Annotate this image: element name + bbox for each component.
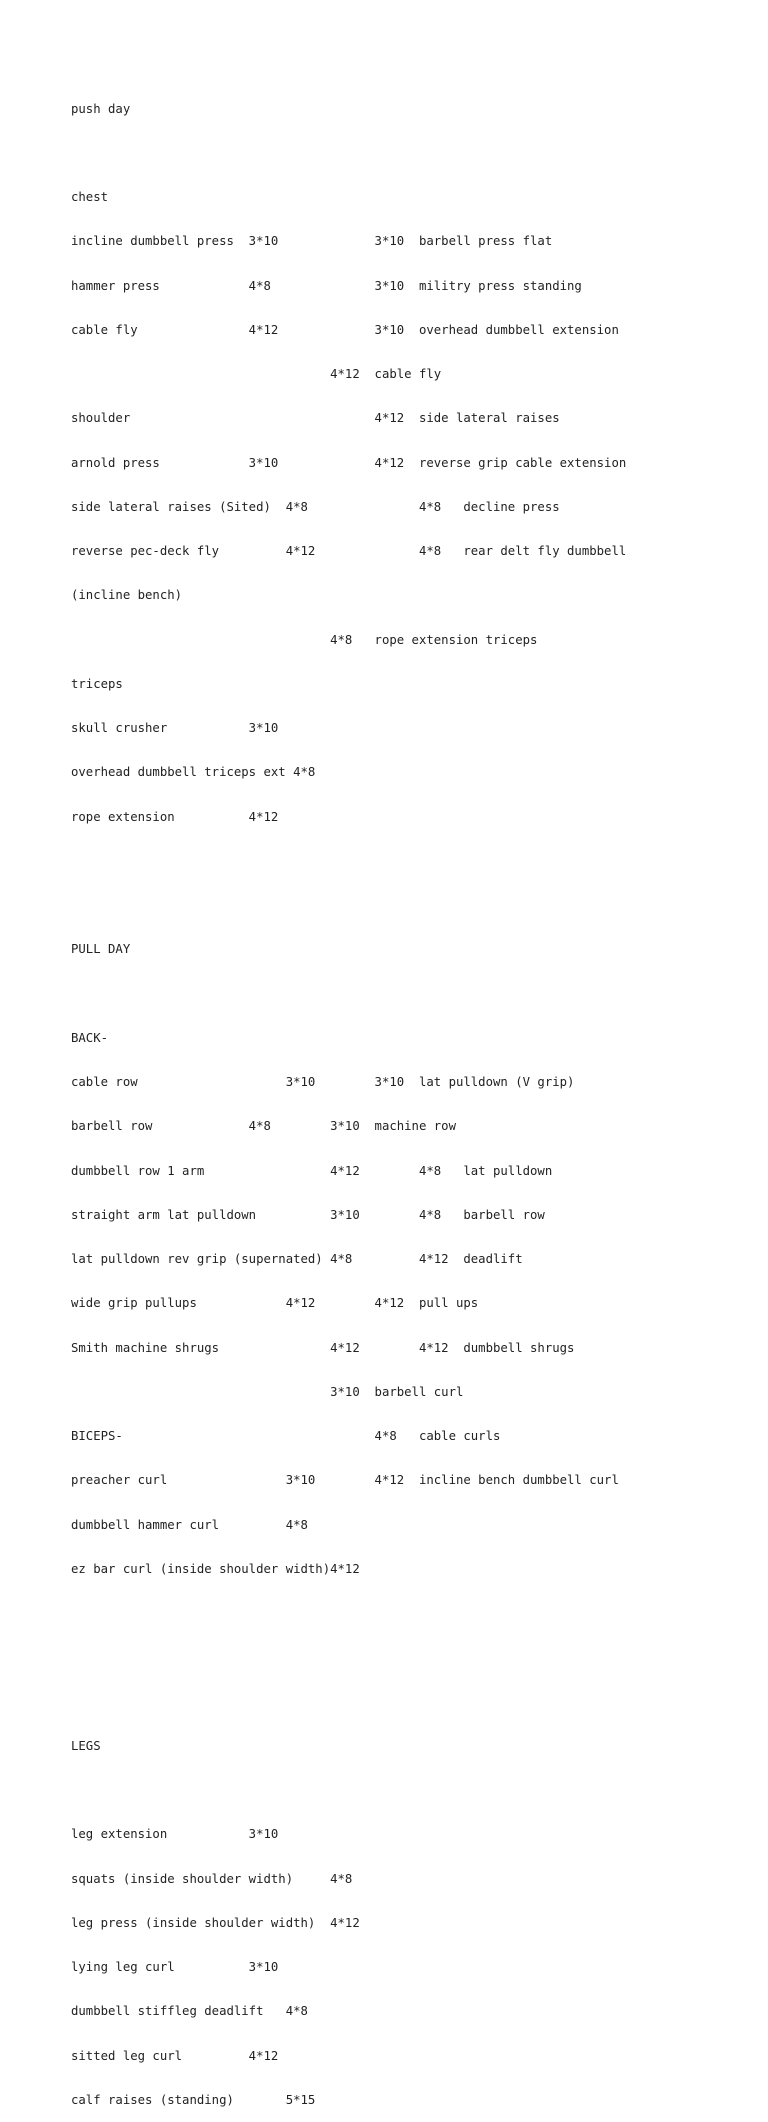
exercise-line: (incline bench) (71, 588, 183, 603)
exercise-line: lat pulldown rev grip (supernated) 4*8 4*12 deadlift (71, 1252, 523, 1266)
blank-line (71, 1606, 751, 1621)
exercise-line: cable fly 4*12 3*10 overhead dumbbell extension (71, 322, 619, 337)
exercise-line: side lateral raises (Sited) 4*8 4*8 decline press (71, 499, 560, 514)
blank-line (71, 1650, 751, 1665)
blank-line (71, 987, 751, 1002)
exercise-line: squats (inside shoulder width) 4*8 (71, 1871, 353, 1886)
exercise-line: dumbbell hammer curl 4*8 (71, 1517, 308, 1532)
subsection-shoulder: shoulder 4*12 side lateral raises (71, 411, 560, 426)
exercise-line: 4*12 cable fly (71, 367, 442, 381)
section-title-pull-day: PULL DAY (71, 942, 131, 957)
exercise-line: calf raises (standing) 5*15 (71, 2092, 316, 2107)
exercise-line: wide grip pullups 4*12 4*12 pull ups (71, 1296, 479, 1311)
exercise-line: overhead dumbbell triceps ext 4*8 (71, 765, 316, 780)
exercise-line: skull crusher 3*10 (71, 721, 279, 735)
blank-line (71, 146, 751, 161)
exercise-line: ez bar curl (inside shoulder width)4*12 (71, 1561, 360, 1576)
exercise-line: straight arm lat pulldown 3*10 4*8 barbell row (71, 1207, 545, 1222)
exercise-line: preacher curl 3*10 4*12 incline bench dumbbell curl (71, 1473, 619, 1488)
exercise-line: cable row 3*10 3*10 lat pulldown (V grip) (71, 1075, 575, 1089)
blank-line (71, 1783, 751, 1798)
subsection-biceps: BICEPS- 4*8 cable curls (71, 1429, 501, 1443)
exercise-line: 3*10 barbell curl (71, 1384, 464, 1399)
subsection-chest: chest (71, 190, 109, 204)
exercise-line: barbell row 4*8 3*10 machine row (71, 1119, 456, 1134)
subsection-triceps: triceps (71, 676, 123, 691)
exercise-line: incline dumbbell press 3*10 3*10 barbell press flat (71, 234, 553, 249)
exercise-line: arnold press 3*10 4*12 reverse grip cable extension (71, 455, 627, 470)
section-title-push-day: push day (71, 101, 131, 116)
exercise-line: sitted leg curl 4*12 (71, 2048, 279, 2063)
exercise-line: dumbbell stiffleg deadlift 4*8 (71, 2004, 308, 2019)
section-title-legs: LEGS (71, 1738, 101, 1753)
blank-line (71, 898, 751, 913)
exercise-line: dumbbell row 1 arm 4*12 4*8 lat pulldown (71, 1163, 553, 1178)
exercise-line: rope extension 4*12 (71, 809, 279, 824)
exercise-line: leg extension 3*10 (71, 1827, 279, 1842)
exercise-line: hammer press 4*8 3*10 militry press standing (71, 278, 582, 293)
exercise-line: reverse pec-deck fly 4*12 4*8 rear delt fly dumbbell (71, 544, 627, 558)
exercise-line: 4*8 rope extension triceps (71, 632, 538, 647)
subsection-back: BACK- (71, 1030, 109, 1045)
exercise-line: leg press (inside shoulder width) 4*12 (71, 1915, 360, 1930)
exercise-line: lying leg curl 3*10 (71, 1960, 279, 1974)
blank-line (71, 854, 751, 869)
document-body (71, 72, 751, 2122)
exercise-line: Smith machine shrugs 4*12 4*12 dumbbell shrugs (71, 1340, 575, 1355)
blank-line (71, 1695, 751, 1710)
